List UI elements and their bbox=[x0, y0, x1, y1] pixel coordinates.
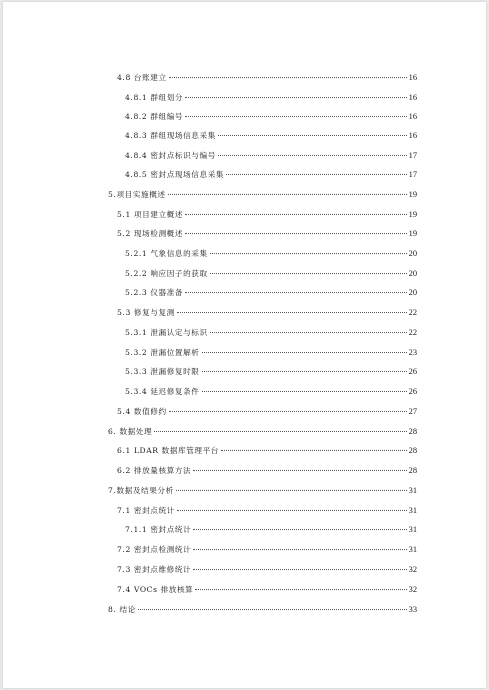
dot-leader bbox=[169, 411, 407, 412]
toc-entry-page: 16 bbox=[408, 131, 417, 140]
toc-entry-title: 5.3.4 延迟修复条件 bbox=[125, 387, 200, 396]
toc-entry-title: 5.2 现场检测概述 bbox=[117, 229, 184, 238]
toc-entry-title: 5.1 项目建立概述 bbox=[117, 210, 184, 219]
toc-entry[interactable] bbox=[117, 564, 417, 576]
toc-entry-page: 28 bbox=[408, 427, 417, 436]
toc-entry-page: 31 bbox=[408, 506, 417, 515]
toc-entry-page: 19 bbox=[408, 210, 417, 219]
toc-entry-title: 6.1 LDAR 数据库管理平台 bbox=[117, 446, 219, 455]
toc-entry-page: 32 bbox=[408, 565, 417, 574]
dot-leader bbox=[226, 174, 407, 175]
toc-entry-page: 31 bbox=[408, 545, 417, 554]
toc-entry-title: 4.8 台账建立 bbox=[117, 73, 167, 82]
toc-entry-page: 20 bbox=[408, 249, 417, 258]
toc-entry-page: 16 bbox=[408, 73, 417, 82]
toc-entry[interactable] bbox=[125, 92, 417, 104]
dot-leader bbox=[193, 549, 406, 550]
toc-entry[interactable] bbox=[125, 366, 417, 378]
toc-entry[interactable] bbox=[117, 465, 417, 477]
toc-entry[interactable] bbox=[125, 386, 417, 398]
toc-entry-page: 22 bbox=[408, 328, 417, 337]
dot-leader bbox=[210, 253, 407, 254]
toc-entry-title: 4.8.4 密封点标识与编号 bbox=[125, 151, 216, 160]
dot-leader bbox=[177, 510, 407, 511]
toc-entry[interactable] bbox=[108, 604, 417, 616]
toc-entry[interactable] bbox=[117, 228, 417, 240]
toc-entry-page: 31 bbox=[408, 525, 417, 534]
toc-entry[interactable] bbox=[125, 248, 417, 260]
toc-entry-title: 7.1 密封点统计 bbox=[117, 506, 175, 515]
dot-leader bbox=[218, 135, 407, 136]
toc-entry[interactable] bbox=[117, 307, 417, 319]
dot-leader bbox=[177, 312, 407, 313]
toc-entry[interactable] bbox=[117, 72, 417, 84]
toc-entry-title: 5.3.3 泄漏修复时限 bbox=[125, 367, 200, 376]
toc-entry-title: 7.4 VOCs 排放核算 bbox=[117, 585, 194, 594]
toc-entry-page: 22 bbox=[408, 308, 417, 317]
toc-entry[interactable] bbox=[125, 327, 417, 339]
dot-leader bbox=[218, 155, 407, 156]
toc-entry[interactable] bbox=[117, 406, 417, 418]
dot-leader bbox=[185, 214, 407, 215]
dot-leader bbox=[185, 292, 407, 293]
toc-entry-page: 31 bbox=[408, 486, 417, 495]
toc-entry[interactable] bbox=[125, 150, 417, 162]
dot-leader bbox=[202, 371, 407, 372]
toc-entry-page: 26 bbox=[408, 367, 417, 376]
toc-entry-title: 7.3 密封点维修统计 bbox=[117, 565, 192, 574]
toc-entry-title: 5.项目实施概述 bbox=[108, 190, 166, 199]
dot-leader bbox=[221, 450, 407, 451]
dot-leader bbox=[168, 194, 407, 195]
dot-leader bbox=[193, 569, 406, 570]
dot-leader bbox=[154, 431, 406, 432]
toc-entry-page: 16 bbox=[408, 93, 417, 102]
toc-entry-page: 28 bbox=[408, 446, 417, 455]
toc-entry-page: 26 bbox=[408, 387, 417, 396]
toc-entry-title: 8. 结论 bbox=[108, 605, 136, 614]
dot-leader bbox=[202, 352, 407, 353]
toc-entry-page: 16 bbox=[408, 112, 417, 121]
toc-entry-title: 5.4 数值修约 bbox=[117, 407, 167, 416]
toc-entry-page: 17 bbox=[408, 151, 417, 160]
toc-entry-title: 7.数据及结果分析 bbox=[108, 486, 174, 495]
dot-leader bbox=[210, 332, 407, 333]
toc-entry-page: 17 bbox=[408, 170, 417, 179]
dot-leader bbox=[169, 77, 407, 78]
toc-entry-page: 20 bbox=[408, 288, 417, 297]
dot-leader bbox=[185, 97, 407, 98]
toc-entry[interactable] bbox=[125, 347, 417, 359]
toc-entry[interactable] bbox=[125, 524, 417, 536]
toc-entry[interactable] bbox=[125, 169, 417, 181]
toc-entry-page: 20 bbox=[408, 269, 417, 278]
toc-entry-title: 5.3.1 泄漏认定与标识 bbox=[125, 328, 208, 337]
toc-entry-page: 32 bbox=[408, 585, 417, 594]
toc-entry-title: 4.8.2 群组编号 bbox=[125, 112, 184, 121]
toc-entry-title: 4.8.3 群组现场信息采集 bbox=[125, 131, 216, 140]
dot-leader bbox=[185, 116, 407, 117]
table-of-contents bbox=[3, 2, 486, 688]
toc-entry[interactable] bbox=[117, 209, 417, 221]
dot-leader bbox=[210, 273, 407, 274]
dot-leader bbox=[193, 529, 406, 530]
toc-entry-title: 5.2.3 仪器准备 bbox=[125, 288, 184, 297]
dot-leader bbox=[176, 490, 407, 491]
toc-entry-page: 33 bbox=[408, 605, 417, 614]
toc-entry[interactable] bbox=[108, 426, 417, 438]
dot-leader bbox=[185, 233, 407, 234]
toc-entry-title: 7.2 密封点检测统计 bbox=[117, 545, 192, 554]
toc-entry[interactable] bbox=[125, 287, 417, 299]
toc-entry[interactable] bbox=[117, 445, 417, 457]
toc-entry-page: 19 bbox=[408, 190, 417, 199]
toc-entry[interactable] bbox=[125, 268, 417, 280]
toc-entry[interactable] bbox=[117, 584, 417, 596]
toc-entry-title: 5.3 修复与复测 bbox=[117, 308, 175, 317]
toc-entry-title: 5.3.2 泄漏位置解析 bbox=[125, 348, 200, 357]
toc-entry-title: 5.2.2 响应因子的获取 bbox=[125, 269, 208, 278]
toc-entry[interactable] bbox=[108, 485, 417, 497]
toc-entry-title: 7.1.1 密封点统计 bbox=[125, 525, 192, 534]
toc-entry-page: 23 bbox=[408, 348, 417, 357]
toc-entry-page: 19 bbox=[408, 229, 417, 238]
toc-entry-title: 4.8.1 群组划分 bbox=[125, 93, 184, 102]
toc-entry-title: 5.2.1 气象信息的采集 bbox=[125, 249, 208, 258]
toc-entry-title: 6.2 排放量核算方法 bbox=[117, 466, 192, 475]
dot-leader bbox=[195, 589, 406, 590]
dot-leader bbox=[193, 470, 406, 471]
toc-entry-title: 6. 数据处理 bbox=[108, 427, 153, 436]
toc-entry[interactable] bbox=[117, 544, 417, 556]
dot-leader bbox=[138, 609, 407, 610]
toc-entry[interactable] bbox=[125, 111, 417, 123]
dot-leader bbox=[202, 391, 407, 392]
toc-entry[interactable] bbox=[117, 505, 417, 517]
toc-entry[interactable] bbox=[108, 189, 417, 201]
document-page bbox=[3, 2, 486, 688]
toc-entry[interactable] bbox=[125, 130, 417, 142]
toc-entry-title: 4.8.5 密封点现场信息采集 bbox=[125, 170, 225, 179]
toc-entry-page: 27 bbox=[408, 407, 417, 416]
toc-entry-page: 28 bbox=[408, 466, 417, 475]
